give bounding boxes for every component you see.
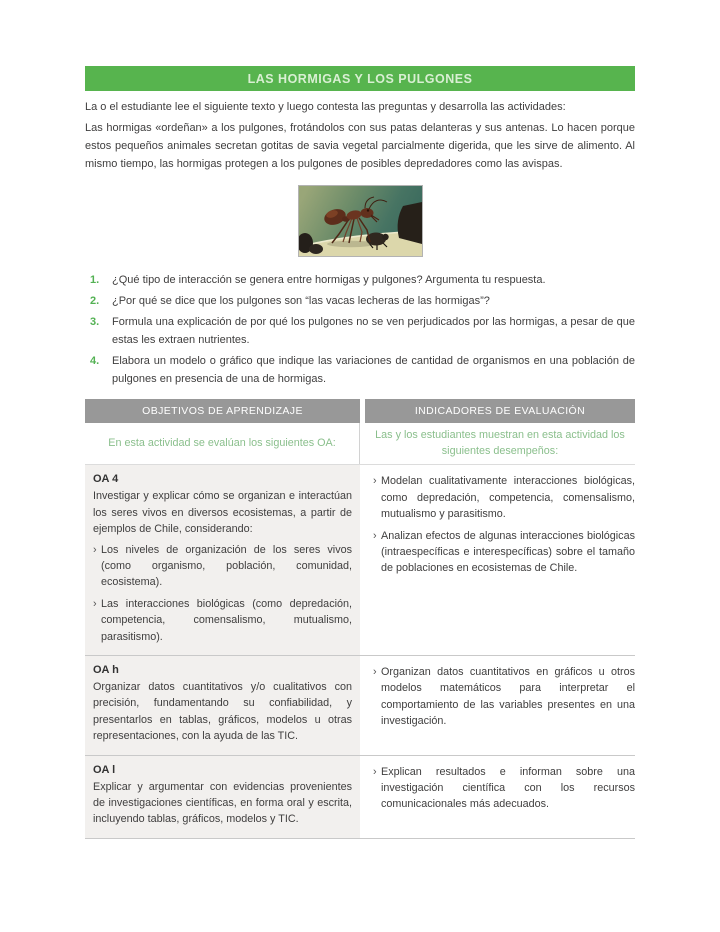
bullet-text: Organizan datos cuantitativos en gráficos u otros modelos matemáticos para interpretar el comportamiento de las variables presentes en una investigación. <box>381 665 635 728</box>
bullet-text: Modelan cualitativamente interacciones biológicas, como depredación, competencia, comensalismo, mutualismo y parasitismo. <box>381 475 635 521</box>
bullet-marker: › <box>93 597 97 610</box>
bullet-text: Analizan efectos de algunas interacciones biológicas (intraespecíficas e interespecíficas) sobre el tamaño de poblaciones en ecosistemas de Chile. <box>381 529 635 575</box>
oa-code: OA h <box>93 663 119 676</box>
question-text: Formula una explicación de por qué los pulgones no se ven perjudicados por las hormigas, a pesar de que estas les extraen nutrientes. <box>112 316 635 346</box>
question-number: 1. <box>90 274 100 286</box>
page-content <box>85 0 635 839</box>
bullet-marker: › <box>373 765 377 778</box>
bullet-marker: › <box>373 665 377 678</box>
indicator-bullet-list <box>373 473 635 576</box>
oa4-indicator-cell <box>365 465 635 655</box>
bullet-item <box>93 542 352 591</box>
oa-description: Organizar datos cuantitativos y/o cualitativos con precisión, fundamentando su confiabilidad, y presentarlos en tablas, gráficos, modelos u otras representaciones, con la ayuda de las TIC. <box>93 680 352 743</box>
subheader-oa: En esta actividad se evalúan los siguientes OA: <box>85 423 360 464</box>
bullet-item <box>373 528 635 577</box>
question-text: Elabora un modelo o gráfico que indique las variaciones de cantidad de organismos en una población de pulgones en presencia de una de hormigas. <box>112 355 635 385</box>
table-row-oah <box>85 656 635 756</box>
bullet-text: Las interacciones biológicas (como depredación, competencia, comensalismo, mutualismo, parasitismo). <box>101 597 352 643</box>
bullet-marker: › <box>373 475 377 488</box>
oa-description: Explicar y argumentar con evidencias provenientes de investigaciones científicas, en forma oral y escrita, incluyendo tablas, gráficos, modelos y TIC. <box>93 780 352 826</box>
bullet-item <box>93 596 352 645</box>
oa4-objective-cell <box>85 465 360 655</box>
oal-objective-cell <box>85 756 360 838</box>
question-text: ¿Qué tipo de interacción se genera entre hormigas y pulgones? Argumenta tu respuesta. <box>112 274 546 286</box>
oah-objective-cell <box>85 656 360 755</box>
oah-indicator-cell <box>365 656 635 755</box>
question-number: 3. <box>90 316 100 328</box>
bullet-text: Explican resultados e informan sobre una investigación científica con los recursos comunicacionales más adecuados. <box>381 765 635 811</box>
subheader-desempenos: Las y los estudiantes muestran en esta actividad los siguientes desempeños: <box>375 429 625 457</box>
header-indicadores: INDICADORES DE EVALUACIÓN <box>365 399 635 423</box>
oa-description: Investigar y explicar cómo se organizan e interactúan los seres vivos en diversos ecosistemas, a partir de ejemplos de Chile, considerando: <box>93 490 352 536</box>
question-number: 4. <box>90 355 100 367</box>
question-number: 2. <box>90 295 100 307</box>
table-subheader-row <box>85 423 635 465</box>
table-row-oal <box>85 756 635 839</box>
oa-code: OA l <box>93 763 116 776</box>
oa-code: OA 4 <box>93 473 119 486</box>
bullet-item <box>373 764 635 813</box>
title-banner <box>85 66 635 91</box>
bullet-marker: › <box>373 529 377 542</box>
objectives-table <box>85 399 635 839</box>
oal-indicator-cell <box>365 756 635 838</box>
indicator-bullet-list <box>373 664 635 730</box>
table-header-row <box>85 399 635 423</box>
question-text: ¿Por qué se dice que los pulgones son “las vacas lecheras de las hormigas”? <box>112 295 490 307</box>
oa-bullet-list <box>93 542 352 645</box>
bullet-marker: › <box>93 543 97 556</box>
question-item-4 <box>85 352 635 388</box>
page-title: LAS HORMIGAS Y LOS PULGONES <box>247 71 473 86</box>
bullet-text: Los niveles de organización de los seres vivos (como organismo, población, comunidad, ecosistema). <box>101 543 352 589</box>
bullet-item <box>373 473 635 522</box>
question-item-2 <box>85 292 635 310</box>
ant-aphids-photo <box>298 185 423 257</box>
reading-passage: Las hormigas «ordeñan» a los pulgones, frotándolos con sus patas delanteras y sus antenas. Lo hacen porque estos pequeños animales secretan gotitas de savia vegetal parcialmente digerida, que les sirve de alimento. Al mismo tiempo, las hormigas protegen a los pulgones de posibles depredadores como las avispas. <box>85 122 635 170</box>
questions-list <box>85 271 635 388</box>
ant-aphids-illustration <box>299 186 422 256</box>
instruction-text: La o el estudiante lee el siguiente texto y luego contesta las preguntas y desarrolla las actividades: <box>85 101 566 113</box>
header-objetivos: OBJETIVOS DE APRENDIZAJE <box>85 399 360 423</box>
bullet-item <box>373 664 635 730</box>
question-item-3 <box>85 313 635 349</box>
indicator-bullet-list <box>373 764 635 813</box>
question-item-1 <box>85 271 635 289</box>
table-row-oa4 <box>85 465 635 656</box>
